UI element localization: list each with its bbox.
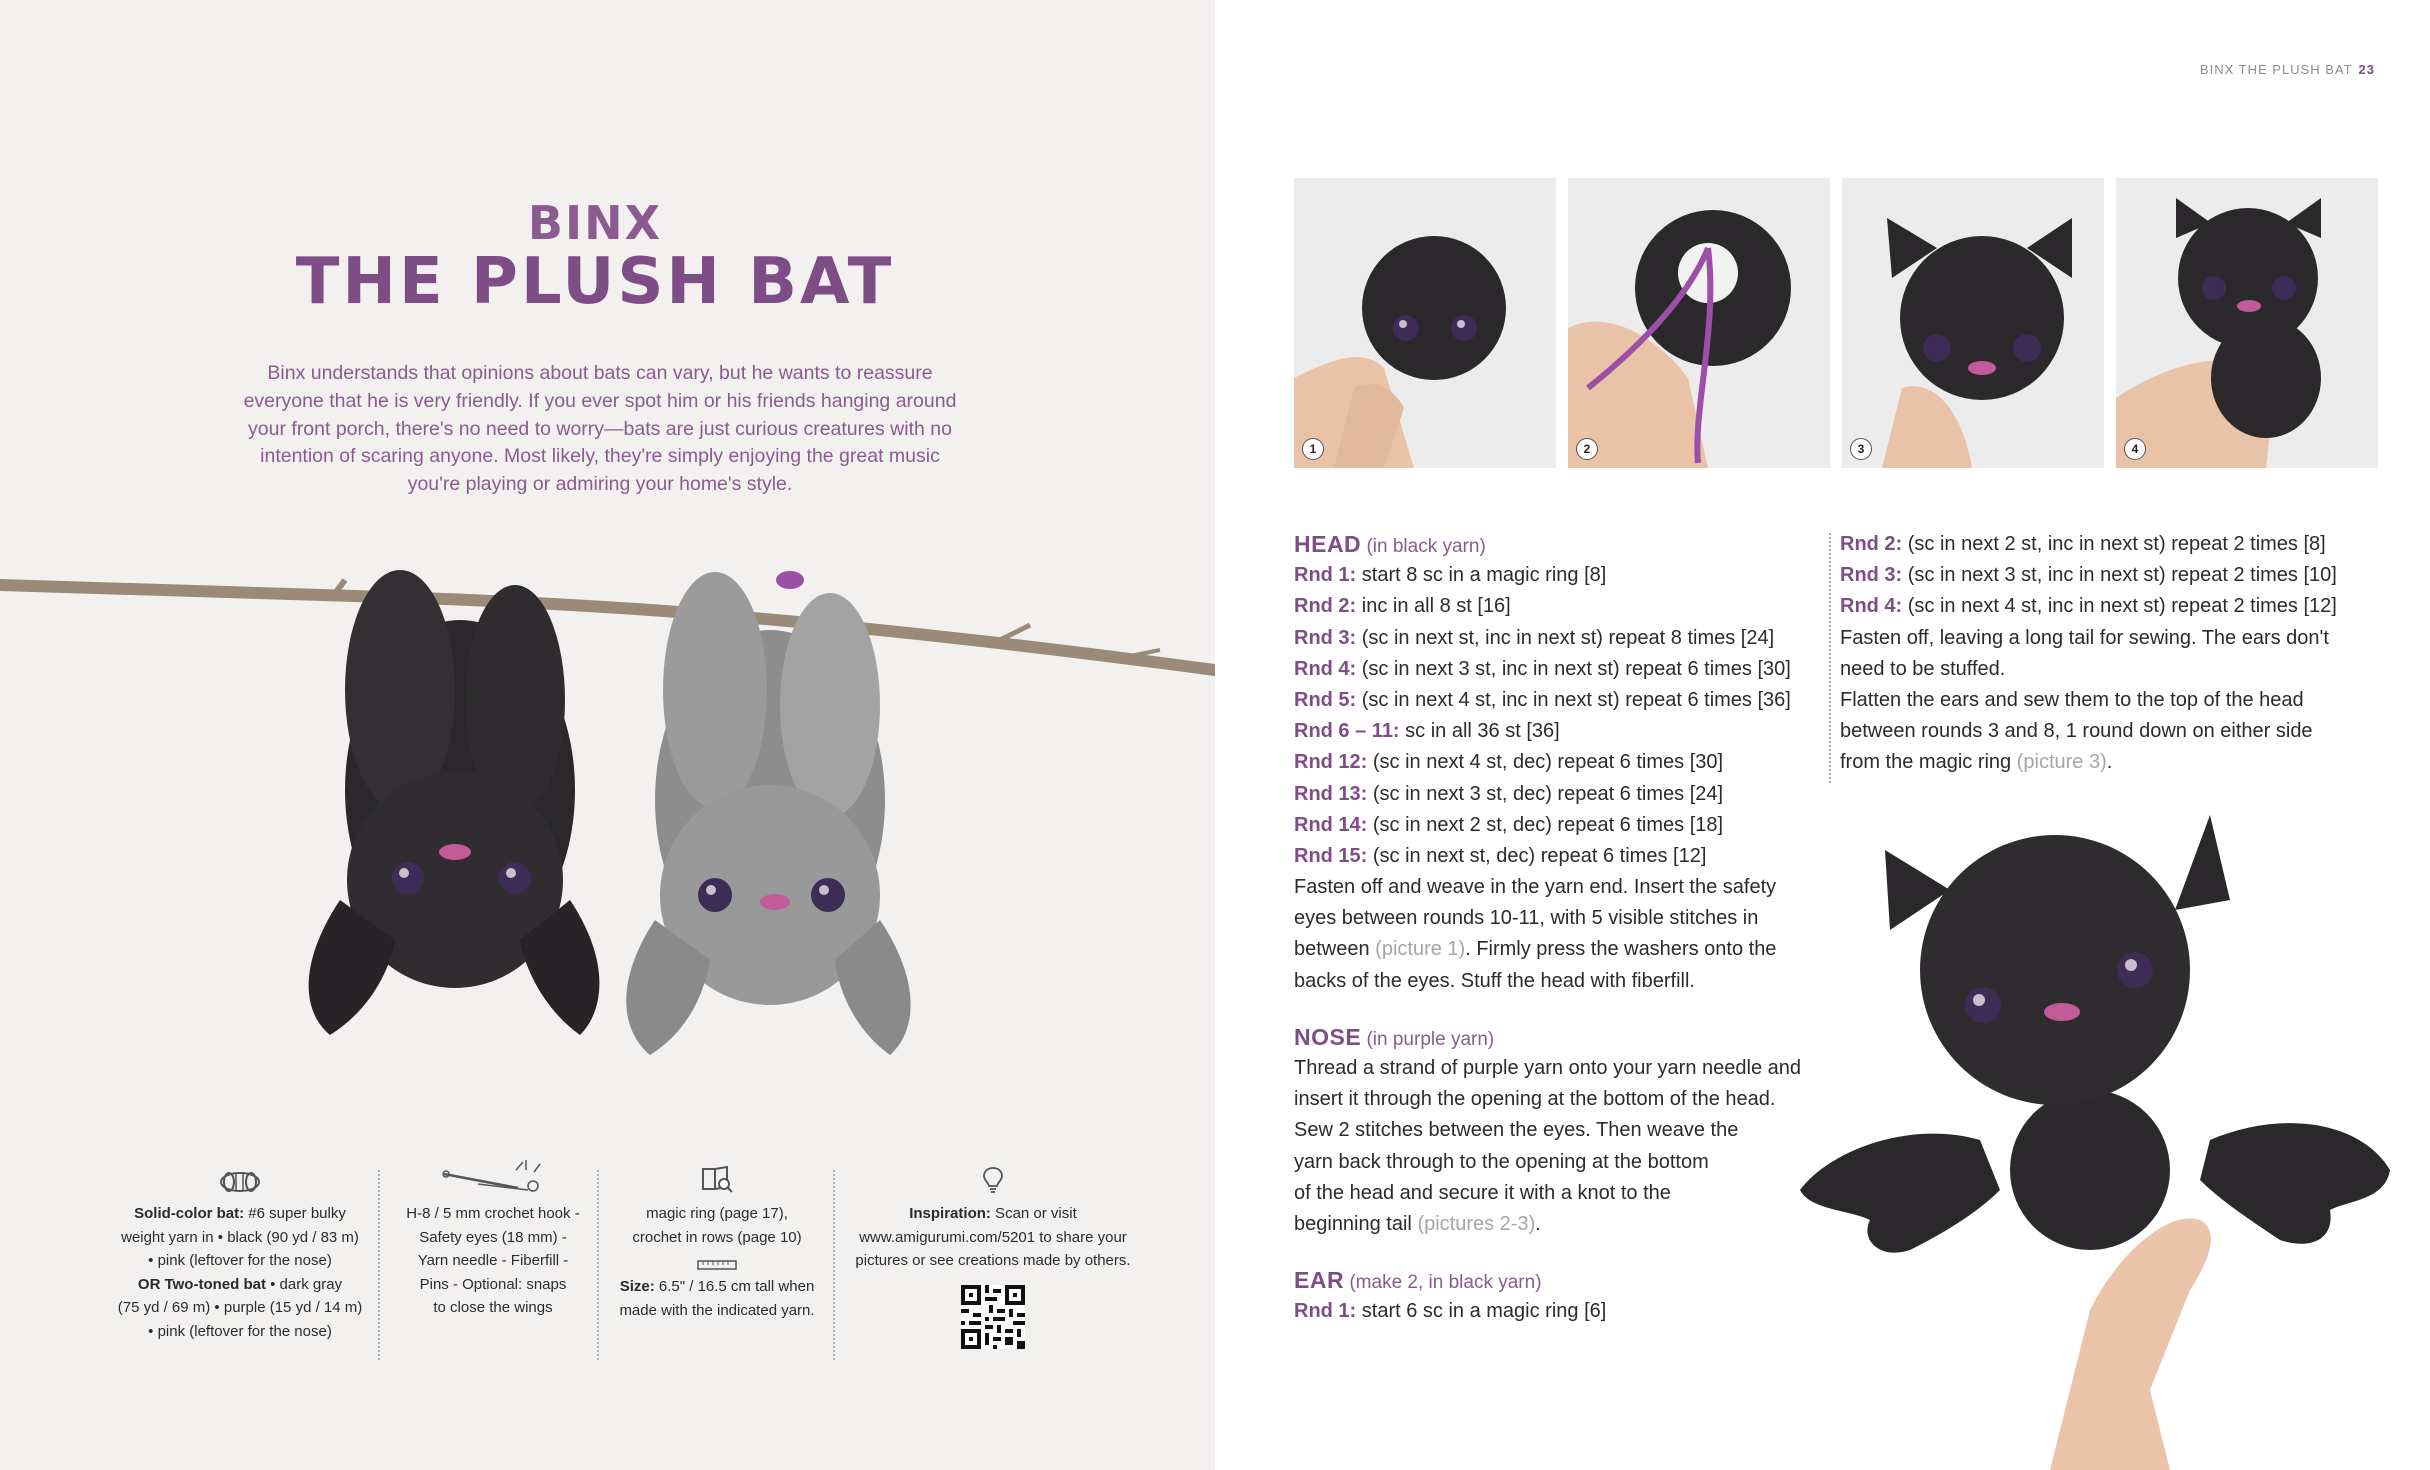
round-line: Rnd 1: start 6 sc in a magic ring [6]	[1294, 1300, 1607, 1323]
finished-bat-photo	[1790, 790, 2430, 1470]
materials-info-row	[100, 1170, 1160, 1370]
step-photo-3: 3	[1842, 178, 2104, 468]
hook-needle-icon	[438, 1158, 548, 1194]
book-icon	[700, 1164, 734, 1194]
yarn-info: Solid-color bat: #6 super bulky weight yarn in • black (90 yd / 83 m) • pink (leftover for the nose) OR Two-toned bat • dark gray (75 yd / 69 m) • purple (15 yd / 14 m) • pink (leftover for the nose)	[100, 1170, 380, 1370]
ruler-icon	[697, 1259, 737, 1271]
lightbulb-icon	[981, 1164, 1005, 1194]
round-line: Rnd 1: start 8 sc in a magic ring [8]	[1294, 564, 1607, 587]
instructions-column-left: HEAD (in black yarn) Rnd 1: start 8 sc in a magic ring [8] Rnd 2: inc in all 8 st [16] Rnd 3: (sc in next st, inc in next st) repeat 8 times [24] Rnd 4: (sc in next 3 st, inc in next st) repeat 6 times [30] Rnd 5: (sc in next 4 st, inc in next st) repeat 6 times [36] Rnd 6 – 11: sc in all 36 st [36] Rnd 12: (sc in next 4 st, dec) repeat 6 times [30] Rnd 13: (sc in next 3 st, dec) repeat 6 times [24] Rnd 14: (sc in next 2 st, dec) repeat 6 times [18] Rnd 15: (sc in next st, dec) repeat 6 times [12] Fasten off and weave in the yarn end. Insert the safety eyes between rounds 10-11, with 5 visible stitches in between (picture 1). Firmly press the washers onto the backs of the eyes. Stuff the head with fiberfill. NOSE (in purple yarn) Thread a strand of purple yarn onto your yarn needle and insert it through the opening at the bottom of the head. Sew 2 stitches between the eyes. Then weave the yarn back through to the opening at the bottom of the head and secure it with a knot to the beginning tail (pictures 2-3). EAR (make 2, in black yarn) Rnd 1: start 6 sc in a magic ring [6]	[1294, 529, 1801, 1328]
intro-paragraph: Binx understands that opinions about bats can vary, but he wants to reassure everyone that he is very friendly. If you ever spot him or his friends hanging around your front porch, there's no need to worry—bats are just curious creatures with no intention of scaring anyone. Most likely, they're simply enjoying the great music you're playing or admiring your home's style.	[243, 362, 957, 496]
step-photo-2: 2	[1568, 178, 1830, 468]
picture-reference: (picture 1)	[1375, 938, 1466, 961]
round-line: Rnd 3: (sc in next st, inc in next st) repeat 8 times [24]	[1294, 626, 1775, 649]
ear-heading: EAR (make 2, in black yarn)	[1294, 1267, 1542, 1294]
instructions-column-right: Rnd 2: (sc in next 2 st, inc in next st) repeat 2 times [8] Rnd 3: (sc in next 3 st, inc in next st) repeat 2 times [10] Rnd 4: (sc in next 4 st, inc in next st) repeat 2 times [12] Fasten off, leaving a long tail for sewing. The ears don't need to be stuffed. Flatten the ears and sew them to the top of the head between rounds 3 and 8, 1 round down on either side from the magic ring (picture 3).	[1840, 529, 2337, 779]
round-line: Rnd 14: (sc in next 2 st, dec) repeat 6 times [18]	[1294, 813, 1724, 836]
technique-info: magic ring (page 17), crochet in rows (page 10) Size: 6.5" / 16.5 cm tall when made with the indicated yarn.	[607, 1164, 827, 1364]
page-title: THE PLUSH BAT	[295, 245, 895, 319]
round-line: Rnd 15: (sc in next st, dec) repeat 6 times [12]	[1294, 844, 1707, 867]
running-head: BINX THE PLUSH BAT 23	[2199, 62, 2375, 77]
round-line: Rnd 13: (sc in next 3 st, dec) repeat 6 times [24]	[1294, 782, 1724, 805]
picture-reference: (pictures 2-3)	[1417, 1212, 1536, 1235]
column-divider	[1829, 533, 1831, 783]
hanging-bats-photo	[0, 540, 1215, 1100]
round-line: Rnd 4: (sc in next 4 st, inc in next st) repeat 2 times [12]	[1840, 595, 2337, 618]
info-divider	[378, 1170, 380, 1360]
round-line: Rnd 6 – 11: sc in all 36 st [36]	[1294, 720, 1560, 743]
head-heading: HEAD (in black yarn)	[1294, 531, 1486, 557]
qr-code[interactable]	[961, 1285, 1025, 1349]
round-line: Rnd 3: (sc in next 3 st, inc in next st) repeat 2 times [10]	[1840, 564, 2337, 587]
right-page	[1215, 0, 2430, 1470]
inspiration-info: Inspiration: Scan or visit www.amigurumi.com/5201 to share your pictures or see creations made by others.	[843, 1164, 1143, 1364]
gray-bat	[626, 571, 910, 1055]
info-divider	[833, 1170, 835, 1360]
picture-reference: (picture 3)	[2016, 751, 2107, 774]
round-line: Rnd 12: (sc in next 4 st, dec) repeat 6 times [30]	[1294, 751, 1724, 774]
round-line: Rnd 5: (sc in next 4 st, inc in next st) repeat 6 times [36]	[1294, 688, 1791, 711]
black-bat	[309, 570, 600, 1035]
page-number: 23	[2358, 62, 2375, 77]
info-divider	[597, 1170, 599, 1360]
tools-info: H-8 / 5 mm crochet hook - Safety eyes (18 mm) - Yarn needle - Fiberfill - Pins - Optional: snaps to close the wings	[388, 1158, 598, 1358]
round-line: Rnd 2: (sc in next 2 st, inc in next st) repeat 2 times [8]	[1840, 533, 2326, 555]
step-photo-4: 4	[2116, 178, 2378, 468]
round-line: Rnd 4: (sc in next 3 st, inc in next st) repeat 6 times [30]	[1294, 657, 1791, 680]
round-line: Rnd 2: inc in all 8 st [16]	[1294, 595, 1511, 618]
title-line-1: BINX	[527, 196, 663, 250]
step-photo-1: 1	[1294, 178, 1556, 468]
nose-heading: NOSE (in purple yarn)	[1294, 1023, 1495, 1050]
yarn-icon	[218, 1170, 262, 1194]
